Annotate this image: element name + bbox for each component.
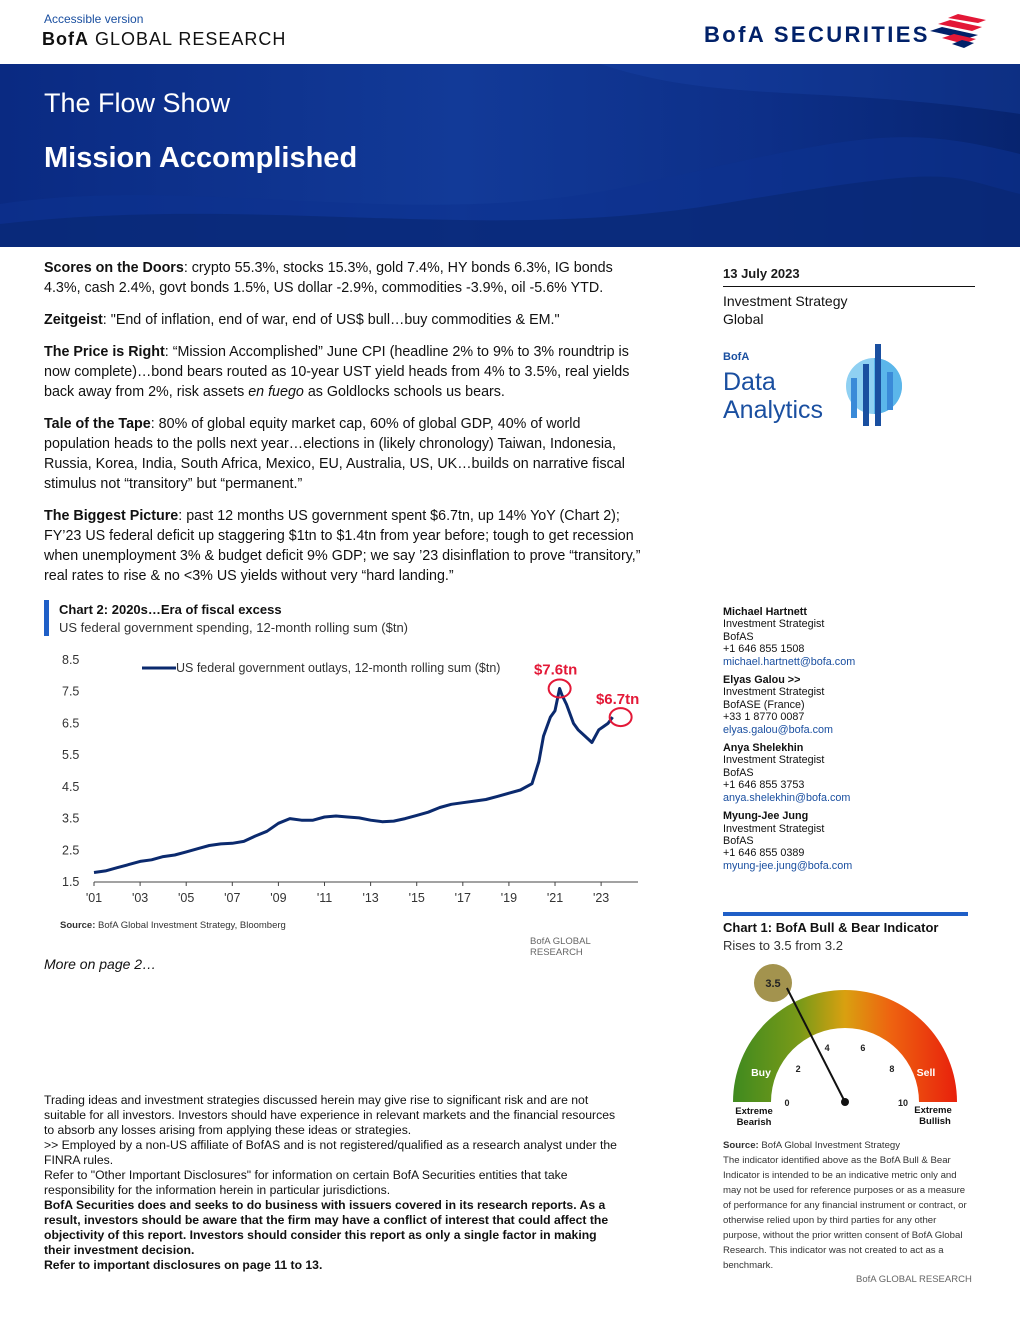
analyst-email-link[interactable]: michael.hartnett@bofa.com — [723, 655, 856, 668]
more-on-page-2: More on page 2… — [44, 956, 157, 972]
chart-2-x-tick-label: '09 — [270, 891, 287, 905]
report-date: 13 July 2023 — [723, 266, 800, 281]
data-analytics-logo-icon — [842, 342, 906, 426]
data-analytics-line-1: Data — [723, 368, 776, 396]
chart-2-x-tick-label: '07 — [224, 891, 241, 905]
gauge-right-end-1: Extreme — [914, 1105, 952, 1116]
chart-2-source-label: Source: — [60, 920, 96, 931]
data-analytics-line-2: Analytics — [723, 396, 824, 424]
brand-bold: BofA — [42, 29, 89, 49]
lead-picture: The Biggest Picture — [44, 508, 179, 524]
chart-2-x-tick-label: '05 — [178, 891, 195, 905]
analyst-phone: +1 646 855 3753 — [723, 779, 805, 792]
chart-2-y-tick-label: 8.5 — [62, 653, 80, 667]
chart-1-subtitle: Rises to 3.5 from 3.2 — [723, 938, 843, 953]
analyst-firm: BofAS — [723, 630, 754, 643]
gauge-arc — [733, 990, 957, 1102]
sidebar-rule — [723, 286, 975, 287]
analyst-list — [723, 606, 963, 878]
gauge-right-end-2: Bullish — [919, 1116, 951, 1127]
gauge-sell-label: Sell — [916, 1067, 936, 1079]
analyst-card — [723, 674, 963, 736]
bofa-flag-icon — [928, 14, 988, 50]
analyst-firm: BofAS — [723, 834, 754, 847]
chart-2-source-text: BofA Global Investment Strategy, Bloomberg — [98, 920, 286, 931]
chart-2-latest-circle — [610, 708, 632, 726]
chart-1-accent-rule — [723, 912, 968, 916]
analyst-name: Elyas Galou >> — [723, 674, 801, 687]
text-zeitgeist: : "End of inflation, end of war, end of US$ bull…buy commodities & EM." — [102, 312, 560, 328]
chart-2-series-line — [94, 689, 613, 873]
analyst-email-link[interactable]: anya.shelekhin@bofa.com — [723, 791, 851, 804]
chart-2-x-tick-label: '03 — [131, 891, 149, 905]
gauge-tick-label: 2 — [795, 1063, 801, 1074]
chart-2-accent-bar — [44, 600, 49, 636]
chart-1-title: Chart 1: BofA Bull & Bear Indicator — [723, 920, 939, 935]
title-banner — [0, 64, 1020, 247]
chart-2-y-tick-label: 5.5 — [62, 748, 80, 763]
text-price-rest: as Goldlocks schools us bears. — [303, 384, 505, 400]
chart-2-source — [60, 920, 286, 931]
chart-2-x-tick-label: '15 — [408, 891, 425, 905]
disclaimer-risk: Trading ideas and investment strategies discussed herein may give rise to significant risk and are not suitable for all investors. Investors should have experience in relevant markets and the financial resources to absorb any losses arising from applying these ideas or strategies. — [44, 1093, 616, 1137]
bofa-securities-logo-text: BofA SECURITIES — [704, 22, 930, 47]
report-series-name: The Flow Show — [44, 88, 231, 118]
chart-1-brand: BofA GLOBAL RESEARCH — [856, 1274, 972, 1285]
chart-2-x-tick-label: '13 — [362, 891, 379, 905]
paragraph-price-is-right — [44, 342, 644, 402]
gauge-left-end-1: Extreme — [735, 1106, 773, 1117]
accessible-version-link[interactable]: Accessible version — [44, 12, 144, 26]
chart-2-plot — [44, 642, 644, 914]
gauge-tick-label: 10 — [897, 1098, 909, 1108]
brand-rest: GLOBAL RESEARCH — [89, 29, 287, 49]
bull-bear-gauge — [723, 962, 968, 1134]
paragraph-biggest-picture — [44, 506, 644, 586]
chart-2-y-tick-label: 6.5 — [62, 716, 80, 731]
gauge-needle-hub — [841, 1098, 849, 1106]
analyst-email-link[interactable]: myung-jee.jung@bofa.com — [723, 859, 853, 872]
text-price: : “Mission Accomplished” June CPI (headline 2% to 9% to 3% roundtrip is now complete)…bond bears routed as 10-year UST yield heads from 4% to 3.5%, real yields back away from 2%, risk assets — [44, 344, 630, 400]
chart-2-y-tick-label: 7.5 — [62, 684, 80, 699]
chart-2-peak-annotation: $7.6tn — [533, 661, 578, 679]
analyst-title: Investment Strategist — [723, 822, 825, 835]
disclaimer — [44, 1093, 624, 1273]
analyst-title: Investment Strategist — [723, 618, 825, 631]
analyst-name: Anya Shelekhin — [723, 742, 804, 755]
gauge-value-label: 3.5 — [765, 978, 781, 990]
chart-2-x-tick-label: '19 — [500, 891, 518, 905]
chart-2-x-tick-label: '21 — [546, 891, 564, 905]
chart-2-title: Chart 2: 2020s…Era of fiscal excess — [59, 602, 282, 617]
analyst-firm: BofAS — [723, 766, 754, 779]
text-scores: : crypto 55.3%, stocks 15.3%, gold 7.4%, HY bonds 6.3%, IG bonds 4.3%, cash 2.4%, govt bonds 1.5%, US dollar -2.9%, commodities -3.9%, oil -5.6% YTD. — [44, 260, 613, 296]
category-line-2: Global — [723, 311, 764, 327]
chart-1-disclaimer: The indicator identified above as the BofA Bull & Bear Indicator is intended to be an indicative metric only and may not be used for reference purposes or as a measure of performance for any financial instrument or contract, or otherwise relied upon by third parties for any other purpose, without the prior written consent of BofA Global Research. This indicator was not created to act as a benchmark. — [723, 1155, 967, 1271]
disclaimer-entities: Refer to "Other Important Disclosures" for information on certain BofA Securities entities that take responsibility for the information herein in particular jurisdictions. — [44, 1168, 568, 1197]
data-analytics-brand-small: BofA — [723, 351, 750, 363]
disclaimer-finra: >> Employed by a non-US affiliate of BofAS and is not registered/qualified as a research analyst under the FINRA rules. — [44, 1138, 617, 1167]
paragraph-tale-of-tape — [44, 414, 644, 494]
chart-1-source-label: Source: — [723, 1140, 759, 1151]
chart-2-latest-annotation: $6.7tn — [595, 691, 640, 709]
analyst-title: Investment Strategist — [723, 686, 825, 699]
chart-2-brand: BofA GLOBAL RESEARCH — [530, 936, 591, 958]
chart-2-x-tick-label: '01 — [85, 891, 103, 905]
text-price-italic: en fuego — [248, 384, 304, 400]
text-picture: : past 12 months US government spent $6.7tn, up 14% YoY (Chart 2); FY’23 US federal deficit up staggering $1tn to $1.4tn from year before; tough to get recession when unemployment 3% & budget deficit 9% GDP; we say ’23 disinflation to prove “transitory,” real rates to rise & no <3% US yields without very “hard landing.” — [44, 508, 641, 584]
chart-2-y-tick-label: 3.5 — [62, 811, 80, 826]
report-category — [723, 292, 975, 328]
chart-2-x-tick-label: '11 — [316, 891, 333, 905]
analyst-card — [723, 742, 963, 804]
chart-2 — [44, 598, 644, 958]
analyst-phone: +33 1 8770 0087 — [723, 711, 805, 724]
report-title: Mission Accomplished — [44, 142, 358, 174]
analyst-email-link[interactable]: elyas.galou@bofa.com — [723, 723, 833, 736]
gauge-tick-label: 4 — [824, 1042, 830, 1053]
lead-price: The Price is Right — [44, 344, 165, 360]
disclaimer-conflict: BofA Securities does and seeks to do business with issuers covered in its research reports. As a result, investors should be aware that the firm may have a conflict of interest that could affect the objectivity of this report. Investors should consider this report as only a single factor in making their investment decision. — [44, 1198, 609, 1257]
analyst-card — [723, 810, 963, 872]
analyst-name: Michael Hartnett — [723, 606, 807, 618]
chart-2-y-tick-label: 1.5 — [62, 875, 80, 889]
data-analytics-brand — [723, 368, 823, 424]
analyst-title: Investment Strategist — [723, 754, 825, 767]
disclaimer-refer[interactable]: Refer to important disclosures on page 11 to 13. — [44, 1258, 323, 1272]
gauge-tick-label: 0 — [784, 1098, 790, 1108]
chart-1-note — [723, 1138, 968, 1273]
chart-2-x-tick-label: '23 — [592, 891, 610, 905]
main-body — [44, 258, 644, 598]
paragraph-zeitgeist — [44, 310, 644, 330]
gauge-buy-label: Buy — [751, 1067, 771, 1079]
lead-scores: Scores on the Doors — [44, 260, 184, 276]
chart-2-x-tick-label: '17 — [454, 891, 471, 905]
chart-2-subtitle: US federal government spending, 12-month rolling sum ($tn) — [59, 620, 409, 635]
lead-zeitgeist: Zeitgeist — [44, 312, 103, 328]
gauge-tick-label: 6 — [860, 1042, 866, 1053]
chart-2-y-tick-label: 2.5 — [62, 843, 80, 858]
chart-2-legend-label: US federal government outlays, 12-month rolling sum ($tn) — [176, 661, 501, 675]
gauge-left-end-2: Bearish — [736, 1117, 772, 1128]
analyst-firm: BofASE (France) — [723, 698, 805, 711]
analyst-card — [723, 606, 963, 668]
text-tape: : 80% of global equity market cap, 60% of global GDP, 40% of world population heads to the polls next year…elections in (likely chronology) Taiwan, Indonesia, Russia, Korea, India, South Africa, Mexico, EU, Australia, US, UK…builds on narrative fiscal stimulus not “transitory” but “permanent.” — [44, 416, 625, 492]
analyst-phone: +1 646 855 1508 — [723, 643, 805, 656]
gauge-tick-label: 8 — [889, 1063, 895, 1074]
analyst-phone: +1 646 855 0389 — [723, 847, 805, 860]
lead-tape: Tale of the Tape — [44, 416, 151, 432]
chart-1-source-text: BofA Global Investment Strategy — [758, 1140, 901, 1151]
analyst-name: Myung-Jee Jung — [723, 810, 809, 823]
category-line-1: Investment Strategy — [723, 293, 848, 309]
chart-2-y-tick-label: 4.5 — [62, 779, 80, 794]
paragraph-scores — [44, 258, 644, 298]
global-research-brand — [42, 29, 286, 50]
